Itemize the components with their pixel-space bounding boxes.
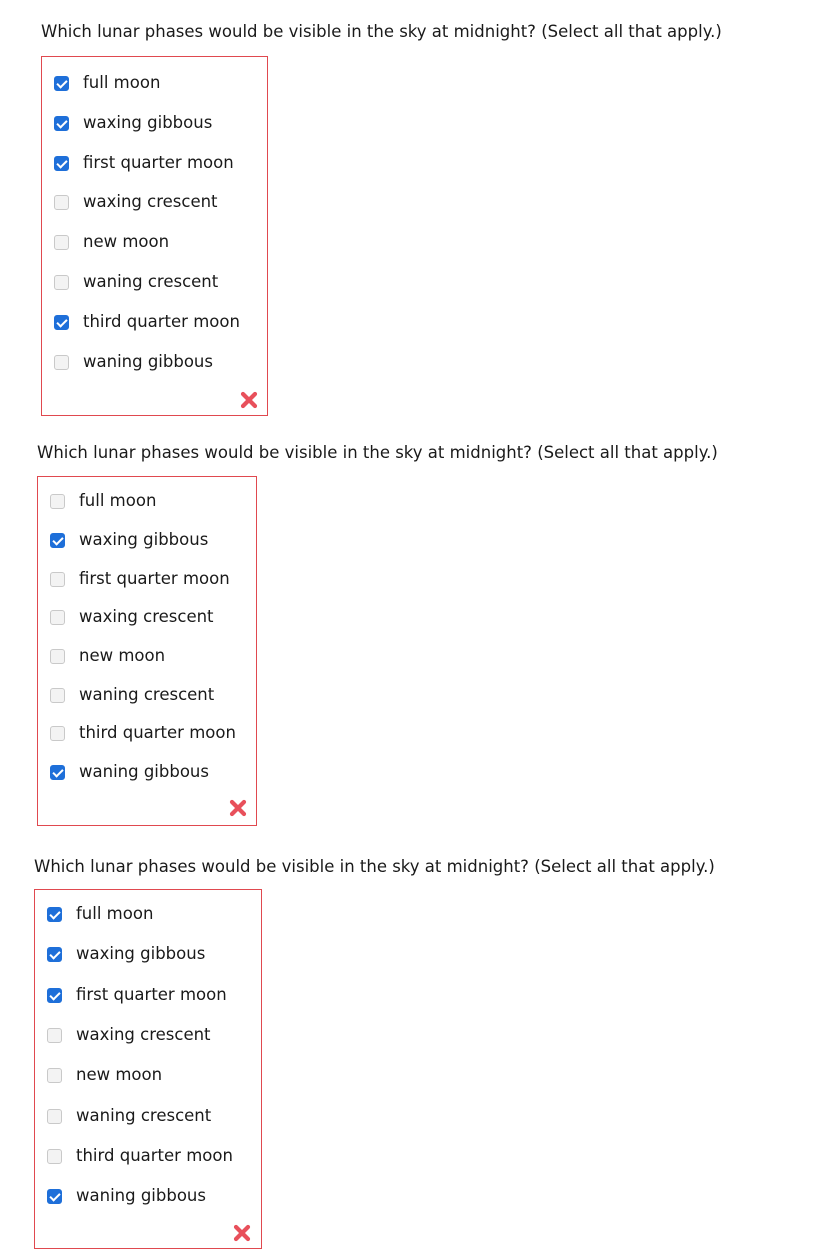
checkbox-checked[interactable]: [50, 765, 65, 780]
checkbox-checked[interactable]: [47, 1189, 62, 1204]
checkbox-unchecked[interactable]: [50, 726, 65, 741]
option-label: third quarter moon: [83, 312, 240, 331]
option-label: waxing gibbous: [79, 530, 209, 549]
option-label: full moon: [79, 491, 157, 510]
option-label: waxing crescent: [83, 192, 218, 211]
option-label: waning gibbous: [79, 762, 209, 781]
option-waning-crescent[interactable]: [38, 683, 214, 707]
option-label: first quarter moon: [79, 569, 230, 588]
question-prompt: Which lunar phases would be visible in the sky at midnight? (Select all that apply.): [34, 857, 715, 876]
checkbox-unchecked[interactable]: [54, 195, 69, 210]
option-label: first quarter moon: [76, 985, 227, 1004]
option-waxing-gibbous[interactable]: [42, 111, 212, 135]
checkbox-unchecked[interactable]: [47, 1149, 62, 1164]
option-new-moon[interactable]: [42, 230, 169, 254]
incorrect-x-icon: [233, 1224, 251, 1242]
checkbox-checked[interactable]: [54, 315, 69, 330]
checkbox-checked[interactable]: [47, 988, 62, 1003]
option-first-quarter-moon[interactable]: [35, 983, 227, 1007]
checkbox-checked[interactable]: [54, 116, 69, 131]
checkbox-unchecked[interactable]: [50, 572, 65, 587]
checkbox-checked[interactable]: [47, 947, 62, 962]
option-label: waxing crescent: [79, 607, 214, 626]
option-label: waxing gibbous: [76, 944, 206, 963]
checkbox-unchecked[interactable]: [50, 494, 65, 509]
incorrect-x-icon: [229, 799, 247, 817]
option-waxing-gibbous[interactable]: [38, 528, 208, 552]
option-label: waxing crescent: [76, 1025, 211, 1044]
option-label: waning gibbous: [76, 1186, 206, 1205]
option-label: new moon: [76, 1065, 163, 1084]
option-label: first quarter moon: [83, 153, 234, 172]
option-waxing-crescent[interactable]: [35, 1023, 211, 1047]
checkbox-unchecked[interactable]: [47, 1028, 62, 1043]
option-label: waning crescent: [76, 1106, 212, 1125]
checkbox-unchecked[interactable]: [54, 235, 69, 250]
option-label: waning gibbous: [83, 352, 213, 371]
option-label: third quarter moon: [76, 1146, 233, 1165]
option-label: waning crescent: [83, 272, 219, 291]
checkbox-unchecked[interactable]: [50, 649, 65, 664]
option-new-moon[interactable]: [38, 644, 165, 668]
option-first-quarter-moon[interactable]: [38, 567, 230, 591]
question-prompt: Which lunar phases would be visible in the sky at midnight? (Select all that apply.): [41, 22, 722, 41]
option-waxing-crescent[interactable]: [38, 605, 214, 629]
option-waxing-gibbous[interactable]: [35, 942, 205, 966]
option-label: full moon: [83, 73, 161, 92]
option-third-quarter-moon[interactable]: [38, 721, 236, 745]
option-first-quarter-moon[interactable]: [42, 151, 234, 175]
option-waning-gibbous[interactable]: [35, 1184, 206, 1208]
checkbox-unchecked[interactable]: [54, 355, 69, 370]
option-third-quarter-moon[interactable]: [42, 310, 240, 334]
checkbox-checked[interactable]: [54, 76, 69, 91]
option-label: new moon: [79, 646, 166, 665]
option-waning-crescent[interactable]: [42, 270, 218, 294]
checkbox-checked[interactable]: [50, 533, 65, 548]
option-waning-crescent[interactable]: [35, 1104, 211, 1128]
question-2: [37, 436, 817, 831]
checkbox-unchecked[interactable]: [47, 1068, 62, 1083]
answer-box: [37, 476, 257, 826]
incorrect-x-icon: [240, 391, 258, 409]
option-new-moon[interactable]: [35, 1063, 162, 1087]
option-label: full moon: [76, 904, 154, 923]
checkbox-unchecked[interactable]: [50, 688, 65, 703]
option-label: waning crescent: [79, 685, 215, 704]
checkbox-unchecked[interactable]: [47, 1109, 62, 1124]
checkbox-checked[interactable]: [47, 907, 62, 922]
option-label: waxing gibbous: [83, 113, 213, 132]
option-full-moon[interactable]: [35, 902, 153, 926]
question-3: [34, 847, 824, 1230]
option-third-quarter-moon[interactable]: [35, 1144, 233, 1168]
checkbox-unchecked[interactable]: [54, 275, 69, 290]
option-label: new moon: [83, 232, 170, 251]
option-waning-gibbous[interactable]: [38, 760, 209, 784]
option-label: third quarter moon: [79, 723, 236, 742]
checkbox-unchecked[interactable]: [50, 610, 65, 625]
answer-box: [41, 56, 268, 416]
option-waxing-crescent[interactable]: [42, 190, 218, 214]
option-full-moon[interactable]: [42, 71, 160, 95]
answer-box: [34, 889, 262, 1249]
option-waning-gibbous[interactable]: [42, 350, 213, 374]
checkbox-checked[interactable]: [54, 156, 69, 171]
option-full-moon[interactable]: [38, 489, 156, 513]
question-prompt: Which lunar phases would be visible in the sky at midnight? (Select all that apply.): [37, 443, 718, 462]
question-1: [41, 14, 821, 419]
